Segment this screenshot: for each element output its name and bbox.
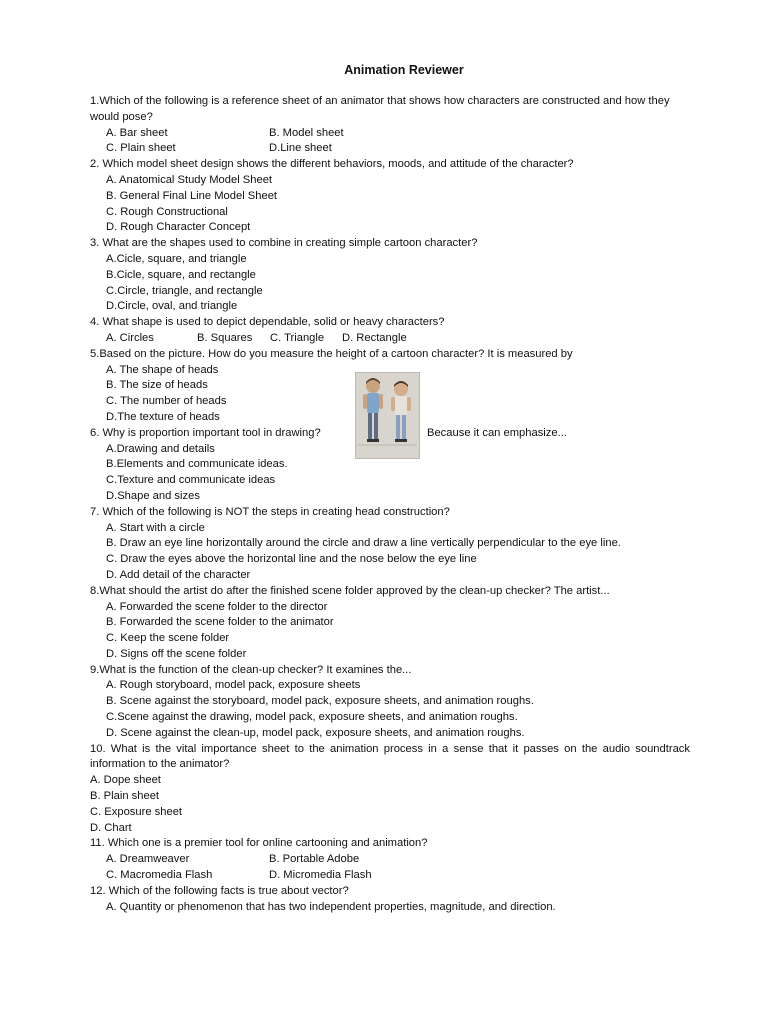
- cartoon-children-illustration: [356, 373, 419, 458]
- question-text: 9.What is the function of the clean-up checker? It examines the...: [90, 663, 412, 676]
- option-d: D. Scene against the clean-up, model pack, exposure sheets, and animation roughs.: [106, 726, 525, 739]
- question-9: [90, 663, 690, 742]
- option-a: A. Anatomical Study Model Sheet: [106, 173, 273, 186]
- option-c: C.Texture and communicate ideas: [106, 474, 276, 487]
- question-text: 8.What should the artist do after the finished scene folder approved by the clean-up checker? The artist...: [90, 584, 610, 597]
- cartoon-characters-image: [355, 372, 420, 459]
- option-b: B. Draw an eye line horizontally around the circle and draw a line vertically perpendicular to the eye line.: [106, 537, 621, 550]
- option-a: A. Start with a circle: [106, 521, 205, 534]
- option-a: A. Rough storyboard, model pack, exposure sheets: [106, 679, 361, 692]
- question-text: 4. What shape is used to depict dependable, solid or heavy characters?: [90, 316, 445, 329]
- option-a: A. Dreamweaver: [106, 853, 190, 866]
- option-c: C.Circle, triangle, and rectangle: [106, 284, 263, 297]
- document-title: Animation Reviewer: [344, 63, 464, 77]
- option-b: B. Forwarded the scene folder to the animator: [106, 616, 334, 629]
- option-d: D.Circle, oval, and triangle: [106, 300, 238, 313]
- option-c: C. Draw the eyes above the horizontal line and the nose below the eye line: [106, 553, 477, 566]
- option-b: B. Portable Adobe: [269, 853, 360, 866]
- option-c: C.Scene against the drawing, model pack, exposure sheets, and animation roughs.: [106, 711, 518, 724]
- option-a: A. Quantity or phenomenon that has two independent properties, magnitude, and direction.: [106, 900, 556, 913]
- option-a: A. Forwarded the scene folder to the director: [106, 600, 328, 613]
- option-d: D. Signs off the scene folder: [106, 647, 247, 660]
- option-d: D. Rough Character Concept: [106, 221, 251, 234]
- option-c: C. Triangle: [270, 331, 325, 344]
- question-list: [90, 94, 690, 915]
- question-text: 11. Which one is a premier tool for online cartooning and animation?: [90, 837, 428, 850]
- option-d: D. Micromedia Flash: [269, 869, 372, 882]
- question-3: [90, 236, 690, 315]
- question-text: 10. What is the vital importance sheet to the animation process in a sense that it passes on the audio soundtrack information to the animator?: [90, 742, 690, 771]
- question-2: [90, 157, 690, 236]
- option-b: B. Scene against the storyboard, model pack, exposure sheets, and animation roughs.: [106, 695, 534, 708]
- option-b: B.Elements and communicate ideas.: [106, 458, 288, 471]
- option-a: A.Drawing and details: [106, 442, 215, 455]
- option-b: B. The size of heads: [106, 379, 208, 392]
- option-a: A. Circles: [106, 331, 154, 344]
- question-1: [90, 94, 690, 157]
- option-a: A. Bar sheet: [106, 126, 168, 139]
- question-text: 1.Which of the following is a reference sheet of an animator that shows how characters are constructed and how they would pose?: [90, 95, 670, 123]
- option-c: C. Exposure sheet: [90, 805, 183, 818]
- question-aside-text: Because it can emphasize...: [427, 426, 567, 439]
- question-8: [90, 584, 690, 663]
- option-b: B. General Final Line Model Sheet: [106, 189, 278, 202]
- option-a: A. The shape of heads: [106, 363, 219, 376]
- question-text: 3. What are the shapes used to combine in creating simple cartoon character?: [90, 237, 478, 250]
- option-b: B. Model sheet: [269, 126, 344, 139]
- option-b: B. Squares: [197, 331, 253, 344]
- option-a: A.Cicle, square, and triangle: [106, 252, 247, 265]
- question-10: [90, 742, 690, 837]
- option-a: A. Dope sheet: [90, 774, 161, 787]
- option-b: B.Cicle, square, and rectangle: [106, 268, 256, 281]
- question-7: [90, 505, 690, 584]
- question-4: [90, 315, 690, 347]
- option-d: D. Rectangle: [342, 331, 407, 344]
- option-c: C. Macromedia Flash: [106, 869, 213, 882]
- option-b: B. Plain sheet: [90, 790, 160, 803]
- option-c: C. Rough Constructional: [106, 205, 228, 218]
- option-d: D.Shape and sizes: [106, 489, 200, 502]
- option-d: D. Chart: [90, 821, 132, 834]
- question-text: 12. Which of the following facts is true about vector?: [90, 884, 349, 897]
- option-c: C. The number of heads: [106, 395, 227, 408]
- option-d: D.Line sheet: [269, 142, 332, 155]
- question-text: 2. Which model sheet design shows the different behaviors, moods, and attitude of the character?: [90, 158, 574, 171]
- option-d: D.The texture of heads: [106, 410, 220, 423]
- question-text: 6. Why is proportion important tool in drawing?: [90, 426, 321, 439]
- question-12: [90, 884, 690, 916]
- option-d: D. Add detail of the character: [106, 568, 251, 581]
- question-11: [90, 836, 690, 883]
- question-text: 5.Based on the picture. How do you measure the height of a cartoon character? It is measured by: [90, 347, 573, 360]
- option-c: C. Keep the scene folder: [106, 632, 230, 645]
- option-c: C. Plain sheet: [106, 142, 176, 155]
- question-text: 7. Which of the following is NOT the steps in creating head construction?: [90, 505, 450, 518]
